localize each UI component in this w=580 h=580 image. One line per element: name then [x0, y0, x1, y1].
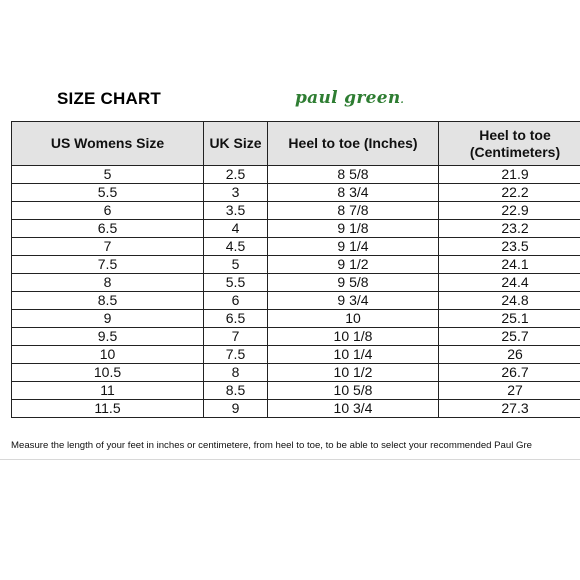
cell-uk-size: 9 — [204, 400, 268, 418]
cell-us-size: 10 — [12, 346, 204, 364]
cell-us-size: 6 — [12, 202, 204, 220]
table-row — [12, 328, 580, 346]
cell-us-size: 6.5 — [12, 220, 204, 238]
cell-us-size: 7.5 — [12, 256, 204, 274]
cell-us-size: 9.5 — [12, 328, 204, 346]
cell-us-size: 5 — [12, 166, 204, 184]
table-row — [12, 274, 580, 292]
cell-inches: 10 3/4 — [268, 400, 439, 418]
brand-name: paul green — [295, 88, 401, 108]
cell-us-size: 8.5 — [12, 292, 204, 310]
cell-centimeters: 21.9 — [439, 166, 580, 184]
cell-centimeters: 24.4 — [439, 274, 580, 292]
cell-inches: 10 1/4 — [268, 346, 439, 364]
cell-uk-size: 7.5 — [204, 346, 268, 364]
cell-inches: 8 3/4 — [268, 184, 439, 202]
cell-centimeters: 27.3 — [439, 400, 580, 418]
cell-uk-size: 3 — [204, 184, 268, 202]
brand-dot: . — [400, 96, 404, 106]
table-row — [12, 220, 580, 238]
table-row — [12, 238, 580, 256]
cell-centimeters: 25.7 — [439, 328, 580, 346]
cell-centimeters: 22.2 — [439, 184, 580, 202]
cell-inches: 9 5/8 — [268, 274, 439, 292]
cell-inches: 9 1/4 — [268, 238, 439, 256]
cell-uk-size: 5.5 — [204, 274, 268, 292]
table-body — [12, 166, 580, 418]
table-row — [12, 292, 580, 310]
cell-uk-size: 5 — [204, 256, 268, 274]
cell-inches: 9 1/2 — [268, 256, 439, 274]
cell-us-size: 8 — [12, 274, 204, 292]
divider-line — [0, 459, 580, 460]
cell-uk-size: 8 — [204, 364, 268, 382]
cell-us-size: 11.5 — [12, 400, 204, 418]
table-row — [12, 310, 580, 328]
cell-inches: 8 5/8 — [268, 166, 439, 184]
cell-us-size: 7 — [12, 238, 204, 256]
cell-uk-size: 4 — [204, 220, 268, 238]
cell-centimeters: 25.1 — [439, 310, 580, 328]
cell-us-size: 11 — [12, 382, 204, 400]
cell-uk-size: 2.5 — [204, 166, 268, 184]
cell-inches: 9 3/4 — [268, 292, 439, 310]
page-title: SIZE CHART — [57, 89, 161, 108]
cell-inches: 10 1/8 — [268, 328, 439, 346]
table-row — [12, 364, 580, 382]
table-row — [12, 256, 580, 274]
cell-uk-size: 6.5 — [204, 310, 268, 328]
cell-uk-size: 3.5 — [204, 202, 268, 220]
cell-us-size: 10.5 — [12, 364, 204, 382]
table-row — [12, 346, 580, 364]
cell-centimeters: 27 — [439, 382, 580, 400]
cell-centimeters: 26 — [439, 346, 580, 364]
brand-logo — [295, 88, 404, 108]
cell-inches: 10 — [268, 310, 439, 328]
cell-centimeters: 23.5 — [439, 238, 580, 256]
cell-uk-size: 7 — [204, 328, 268, 346]
cell-inches: 9 1/8 — [268, 220, 439, 238]
cell-uk-size: 4.5 — [204, 238, 268, 256]
cell-inches: 10 5/8 — [268, 382, 439, 400]
cell-centimeters: 24.8 — [439, 292, 580, 310]
header-uk-size: UK Size — [204, 122, 268, 166]
cell-us-size: 9 — [12, 310, 204, 328]
table-row — [12, 184, 580, 202]
cell-centimeters: 22.9 — [439, 202, 580, 220]
cell-uk-size: 8.5 — [204, 382, 268, 400]
cell-inches: 10 1/2 — [268, 364, 439, 382]
size-chart-table — [11, 121, 580, 418]
cell-uk-size: 6 — [204, 292, 268, 310]
table-row — [12, 166, 580, 184]
measurement-note: Measure the length of your feet in inches or centimetere, from heel to toe, to be able to select your recommended Paul Gre — [11, 440, 533, 451]
cell-centimeters: 24.1 — [439, 256, 580, 274]
table-row — [12, 400, 580, 418]
cell-inches: 8 7/8 — [268, 202, 439, 220]
header-heel-to-toe-centimeters: Heel to toe (Centimeters) — [439, 122, 580, 166]
cell-centimeters: 26.7 — [439, 364, 580, 382]
header-heel-to-toe-inches: Heel to toe (Inches) — [268, 122, 439, 166]
cell-centimeters: 23.2 — [439, 220, 580, 238]
cell-us-size: 5.5 — [12, 184, 204, 202]
header-us-womens-size: US Womens Size — [12, 122, 204, 166]
table-row — [12, 382, 580, 400]
table-header-row — [12, 122, 580, 166]
table-row — [12, 202, 580, 220]
